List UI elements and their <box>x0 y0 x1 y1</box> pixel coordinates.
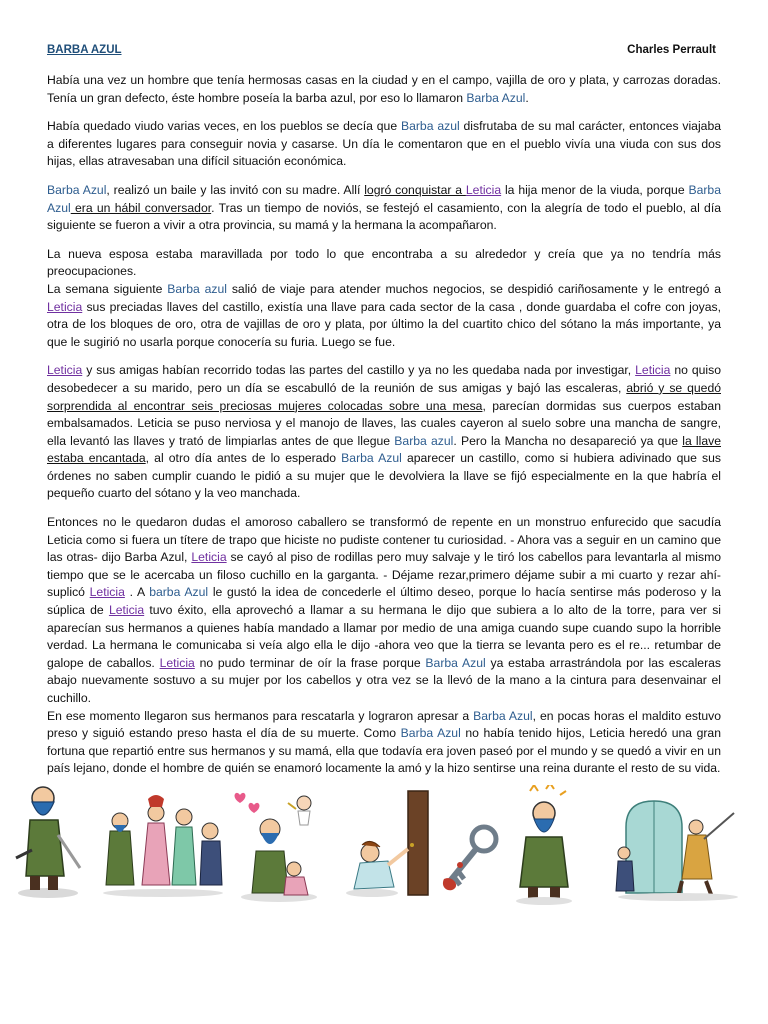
angry-bluebeard-icon <box>500 785 590 905</box>
text-run: aparecer un castillo, como si hubiera adivinado que sus órdenes no saben cumplir cuando le pidió a su mujer que le devolviera la llave se fijó especialmente en la que habría el pequeño cuarto del sótano y la veo manchada. <box>47 451 721 501</box>
text-run: , en pocas horas el maldito estuvo preso y siguió estando preso hasta el día de su muerte. Como <box>47 708 721 741</box>
leticia-link[interactable]: Leticia <box>635 363 671 378</box>
document-header <box>47 44 721 62</box>
text-run: , parecían dormidas sus cuerpos estaban embalsamados. Leticia se puso nerviosa y el manojo de llaves, las cuales cayeron al suelo sobre una mancha de sangre, ella levantó las llaves y trató de limpiarlas antes de que llegue <box>47 398 721 448</box>
name-barba-azul: Barba Azul <box>47 182 107 197</box>
paragraph-6b <box>47 708 721 778</box>
text-run: , al otro día antes de lo esperado <box>145 451 342 466</box>
text-run: Había quedado viudo varias veces, en los pueblos se decía que <box>47 119 401 134</box>
paragraph-5 <box>47 362 721 503</box>
name-barba-azul: barba Azul <box>149 585 209 600</box>
name-barba-azul: Barba azul <box>394 433 454 448</box>
text-run: Había una vez un hombre que tenía hermosas casas en la ciudad y en el campo, vajilla de oro y plata, y carrozas doradas. Tenía un gran defecto, éste hombre poseía la barba azul, por eso lo llamaron <box>47 73 721 105</box>
bluebeard-with-cupid-icon <box>234 789 324 904</box>
name-barba-azul: Barba Azul <box>473 708 533 723</box>
name-barba-azul: Barba azul <box>400 119 460 134</box>
paragraph-3 <box>47 182 721 235</box>
text-run: se cayó al piso de rodillas pero muy salvaje y le tiró los cabellos para levantarla al mismo tiempo que se le acercaba un filoso cuchillo en la garganta. - Déjame rezar,primero déjame subir a mi cuarto y rezar ahí- suplicó <box>47 550 722 600</box>
text-run: la hija menor de la viuda, porque <box>501 182 689 197</box>
wedding-scene-icon <box>98 793 228 898</box>
illustration-strip <box>0 775 768 925</box>
leticia-link[interactable]: Leticia <box>89 585 125 600</box>
name-barba-azul: Barba Azul <box>466 90 526 105</box>
text-run: . A <box>124 585 150 600</box>
brothers-rescue-icon <box>608 793 748 903</box>
leticia-link[interactable]: Leticia <box>465 182 502 197</box>
text-run: ya estaba arrastrándola por las escaleras abajo nuevamente sostuvo a su mujer por los cabellos y otra vez se la llevó de la mano a la cintura para desenvainar el cuchillo. <box>47 655 721 705</box>
underlined-text: la llave estaba encantada <box>47 433 721 466</box>
bloody-key-icon <box>440 823 502 895</box>
leticia-link[interactable]: Leticia <box>159 655 195 670</box>
text-run: sus preciadas llaves del castillo, existía una llave para cada sector de la casa , donde guardaba el cofre con joyas, otra de los bloques de oro, otra de vajillas de oro y plata, por último la del cuartito chico del sótano la más importante, ya que le sugirió no usarla porque conocería su furia. Luego se fue. <box>47 299 721 349</box>
text-run: . <box>525 90 529 105</box>
paragraph-6a <box>47 514 721 708</box>
text-run: Entonces no le quedaron dudas el amoroso caballero se transformó de repente en un monstruo enfurecido que sacudía Leticia como si fuera un títere de trapo que hiciste no pudiste contener tu curiosidad. - Ahora vas a seguir en un camino que las otras- dijo Barba Azul, <box>47 515 721 565</box>
name-barba-azul: Barba Azul <box>341 451 402 466</box>
text-run: no pudo terminar de oír la frase porque <box>194 655 426 670</box>
leticia-link[interactable]: Leticia <box>47 299 83 314</box>
name-barba-azul: Barba Azul <box>425 655 486 670</box>
text-run: no quiso desobedecer a su marido, pero un día se escabulló de la reunión de sus amigas y bajó las escaleras, <box>47 363 722 395</box>
text-run: no había tenido hijos, Leticia heredó una gran fortuna que repartió entre sus hermanos y su mamá, ella que todavía era joven paseó por el mundo y se quedó a vivir en un país lejano, donde el hombre de quién se enamoró locamente la amó y la hizo sentirse una reina durante el resto de su vida. <box>47 726 721 776</box>
text-run: , realizó un baile y las invitó con su madre. Allí <box>106 182 365 197</box>
document-page <box>47 44 721 778</box>
underlined-text: era un hábil conversador <box>70 200 212 215</box>
underlined-text: abrió y se quedó sorprendida al encontrar seis preciosas mujeres colocadas sobre una mesa <box>47 380 721 413</box>
name-barba-azul: Barba azul <box>167 281 227 296</box>
text-run: salió de viaje para atender muchos negocios, se despidió cariñosamente y le entregó a <box>226 281 722 296</box>
paragraph-4a: La nueva esposa estaba maravillada por todo lo que encontraba a su alrededor y creía que ya no tendría más preocupaciones. <box>47 246 721 279</box>
name-barba-azul: Barba Azul <box>400 726 461 741</box>
text-run: y sus amigas habían recorrido todas las partes del castillo y ya no les quedaba nada por investigar, <box>82 363 636 378</box>
name-barba-azul: Barba Azul <box>47 182 721 215</box>
text-run: . Pero la Mancha no desapareció ya que <box>453 433 683 448</box>
paragraph-2 <box>47 118 721 171</box>
text-run: . Tras un tiempo de noviós, se festejó el casamiento, con la alegría de todo el pueblo, al día siguiente se fueron a vivir a otra provincia, su mamá y la hermana la acompañaron. <box>47 200 722 233</box>
leticia-link[interactable]: Leticia <box>47 363 83 378</box>
text-run: le gustó la idea de concederle el último deseo, porque lo hacía sentirse más poderoso y la súplica de <box>47 585 722 618</box>
underlined-text: logró conquistar a <box>364 182 466 197</box>
leticia-link[interactable]: Leticia <box>108 603 145 618</box>
woman-at-door-icon <box>332 789 436 904</box>
paragraph-1 <box>47 72 721 107</box>
text-run: disfrutaba de su mal carácter, entonces viajaba a diferentes lugares para conseguir novia y casarse. Un día le comentaron que en el pueblo vivía una viuda con sus dos hijas, ellas atravesaban una difícil situación económica. <box>47 119 721 169</box>
leticia-link[interactable]: Leticia <box>191 550 227 565</box>
text-run: En ese momento llegaron sus hermanos para rescatarla y lograron apresar a <box>47 708 474 723</box>
text-run: La semana siguiente <box>47 281 168 296</box>
paragraph-4b <box>47 281 721 351</box>
story-author: Charles Perrault <box>627 44 716 56</box>
text-run: tuvo éxito, ella aprovechó a llamar a su hermana le dijo que subiera a lo alto de la torre, para ver si aparecían sus hermanos a quienes había mandado a llamar por medio de una amiga cuando supe cuando supo la horrible verdad. La hermana le comunicaba si veía algo ella le dijo -ahora veo que la tierra se levanta pero es el re... retumbar de galope de caballos. <box>47 603 721 670</box>
story-title[interactable]: BARBA AZUL <box>47 44 122 56</box>
bluebeard-with-sword-icon <box>8 780 88 900</box>
